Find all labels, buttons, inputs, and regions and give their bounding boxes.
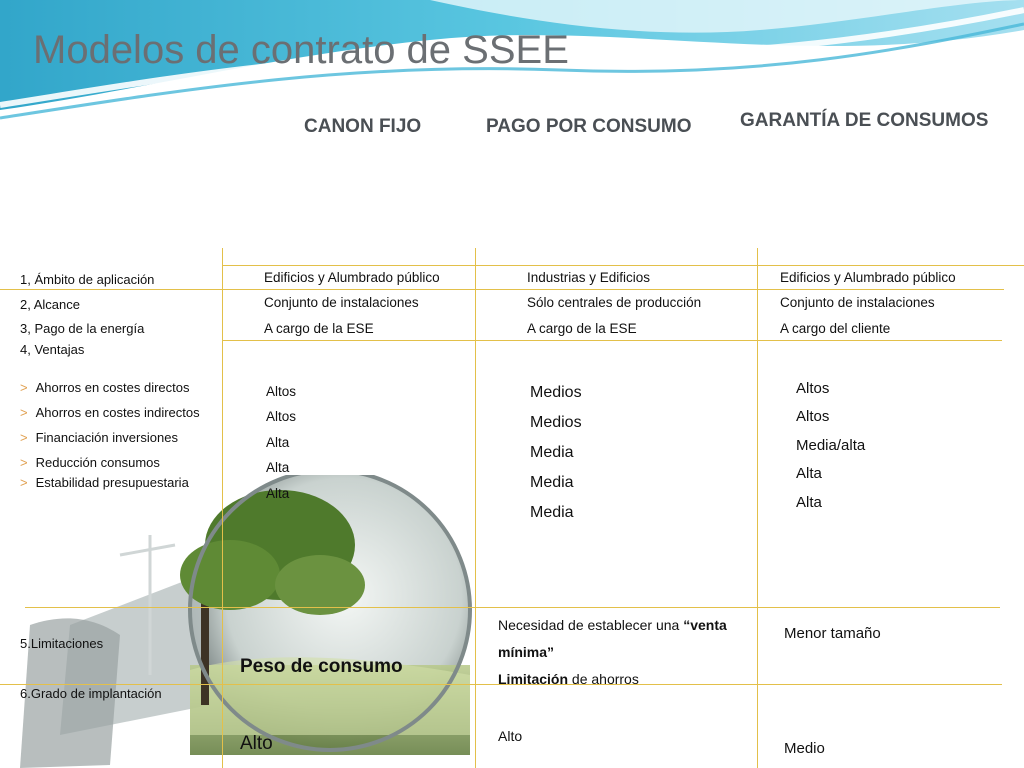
row-rule-3 xyxy=(222,340,1002,341)
row-label-limitaciones: 5.Limitaciones xyxy=(20,636,104,651)
light-bulb-illustration xyxy=(0,475,523,768)
column-header-canon-fijo: CANON FIJO xyxy=(304,116,422,137)
implantacion-canon: Alto xyxy=(240,733,273,754)
ventaja-item: > Estabilidad presupuestaria xyxy=(20,475,189,490)
row-label-alcance: 2, Alcance xyxy=(20,297,80,312)
ventaja-garantia: Media/alta xyxy=(796,437,866,454)
ventaja-canon: Alta xyxy=(266,460,290,475)
alcance-garantia: Conjunto de instalaciones xyxy=(780,295,935,310)
row-rule-2 xyxy=(0,289,1004,290)
column-divider-2 xyxy=(475,248,476,768)
ventaja-garantia: Alta xyxy=(796,465,822,482)
alcance-canon: Conjunto de instalaciones xyxy=(264,295,419,310)
row-rule-1 xyxy=(222,265,1024,266)
ventaja-garantia: Altos xyxy=(796,408,830,425)
column-divider-1 xyxy=(222,248,223,768)
ventaja-garantia: Altos xyxy=(796,380,830,397)
ventaja-item: > Financiación inversiones xyxy=(20,430,178,445)
chevron-right-icon: > xyxy=(20,455,28,470)
ambito-garantia: Edificios y Alumbrado público xyxy=(780,270,956,285)
ventaja-item: > Ahorros en costes directos xyxy=(20,380,190,395)
implantacion-garantia: Medio xyxy=(784,740,825,757)
ventaja-item: > Reducción consumos xyxy=(20,455,160,470)
chevron-right-icon: > xyxy=(20,475,28,490)
row-label-ventajas: 4, Ventajas xyxy=(20,342,85,357)
ventaja-pago: Media xyxy=(530,474,574,491)
ventaja-canon: Alta xyxy=(266,486,290,501)
column-header-garantia: GARANTÍA DE CONSUMOS xyxy=(740,110,989,131)
implantacion-pago: Alto xyxy=(498,728,523,744)
limitaciones-garantia: Menor tamaño xyxy=(784,625,881,642)
row-label-pago-energia: 3, Pago de la energía xyxy=(20,321,145,336)
ambito-canon: Edificios y Alumbrado público xyxy=(264,270,440,285)
chevron-right-icon: > xyxy=(20,380,28,395)
ventaja-pago: Medios xyxy=(530,384,582,401)
ventaja-pago: Medios xyxy=(530,414,582,431)
ventaja-canon: Altos xyxy=(266,384,297,399)
pago-energia-pago: A cargo de la ESE xyxy=(527,321,637,336)
row-rule-4 xyxy=(25,607,1000,608)
alcance-pago: Sólo centrales de producción xyxy=(527,295,702,310)
chevron-right-icon: > xyxy=(20,430,28,445)
pago-energia-garantia: A cargo del cliente xyxy=(780,321,891,336)
column-divider-3 xyxy=(757,248,758,768)
page-title: Modelos de contrato de SSEE xyxy=(33,28,569,72)
ventaja-pago: Media xyxy=(530,504,574,521)
ventaja-garantia: Alta xyxy=(796,494,822,511)
pago-energia-canon: A cargo de la ESE xyxy=(264,321,374,336)
row-label-ambito: 1, Ámbito de aplicación xyxy=(20,272,155,287)
chevron-right-icon: > xyxy=(20,405,28,420)
row-label-implantacion: 6.Grado de implantación xyxy=(20,686,162,701)
limitaciones-canon: Peso de consumo xyxy=(240,656,403,677)
ventaja-canon: Altos xyxy=(266,409,297,424)
ventaja-pago: Media xyxy=(530,444,574,461)
limitaciones-pago: Necesidad de establecer una “venta mínima” Limitación de ahorros xyxy=(498,617,727,687)
ventaja-item: > Ahorros en costes indirectos xyxy=(20,405,200,420)
ambito-pago: Industrias y Edificios xyxy=(527,270,651,285)
column-header-pago-consumo: PAGO POR CONSUMO xyxy=(486,116,692,137)
ventaja-canon: Alta xyxy=(266,435,290,450)
